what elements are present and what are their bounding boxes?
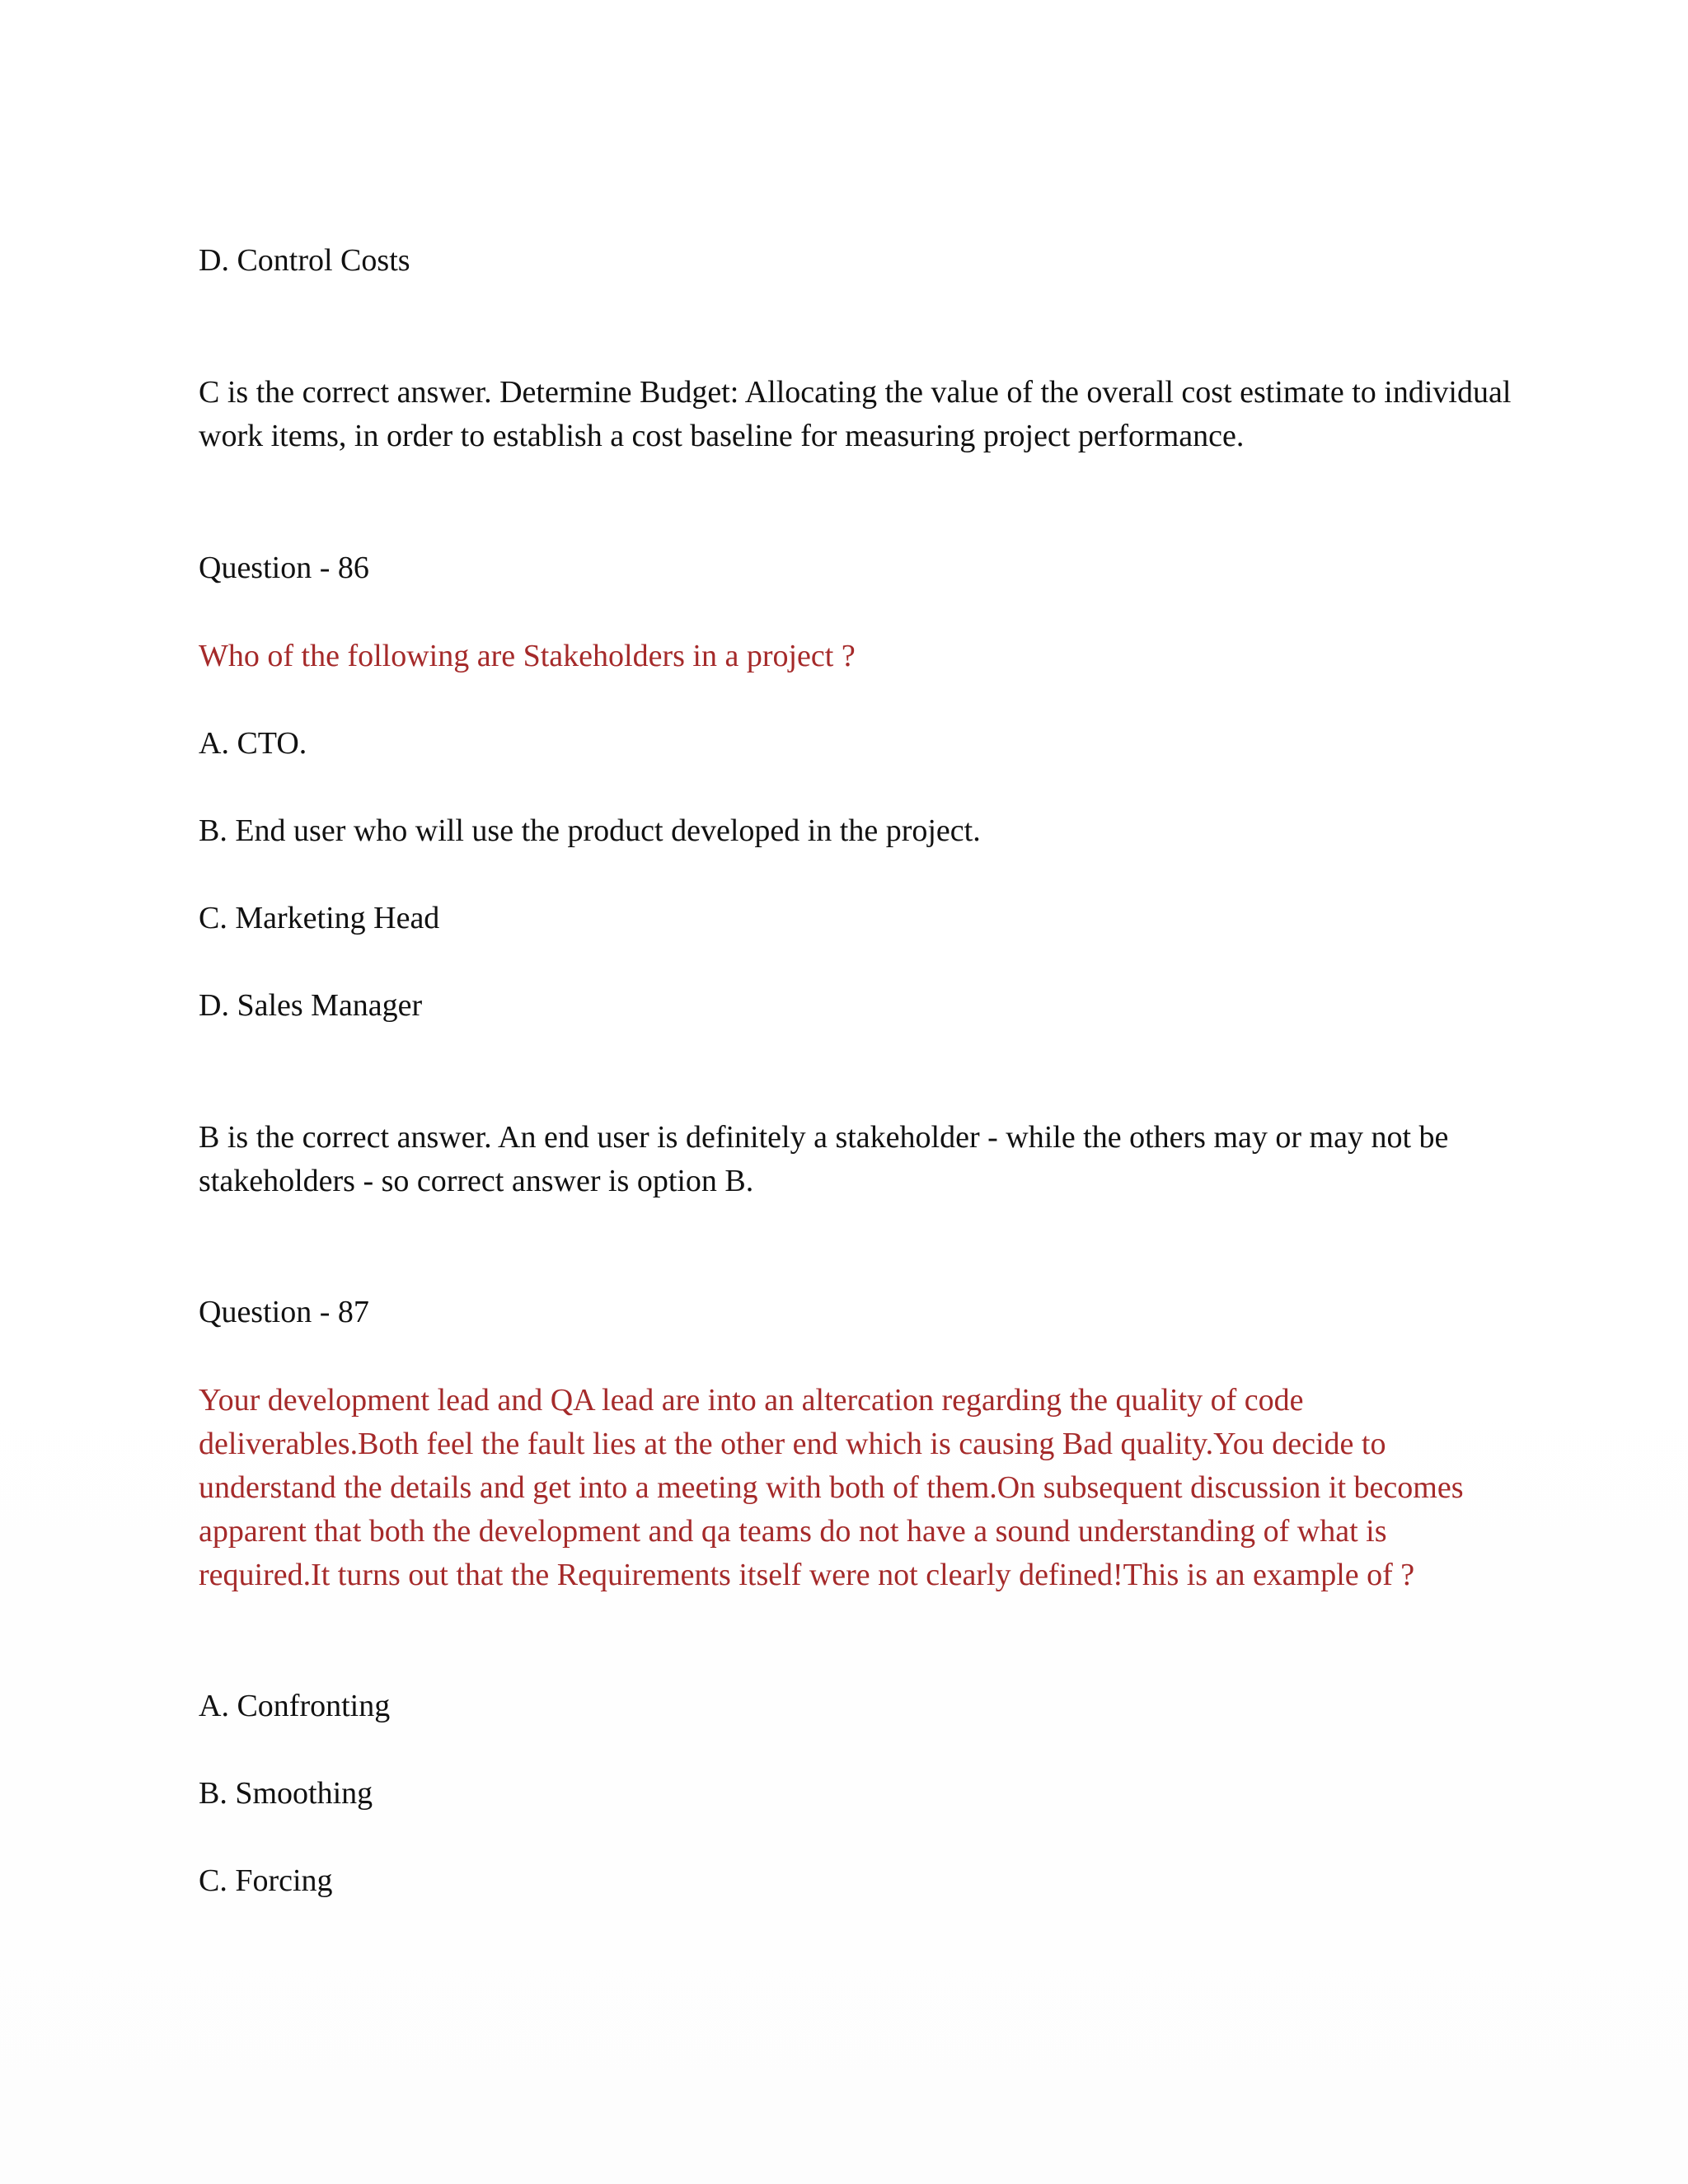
- q85-explanation: C is the correct answer. Determine Budget: Allocating the value of the overall cost estimate to individual work items, in order to establish a cost baseline for measuring project performance.: [199, 375, 1512, 453]
- q87-heading: Question - 87: [199, 1295, 369, 1329]
- q86-option-c: C. Marketing Head: [199, 901, 440, 935]
- q86-option-b: B. End user who will use the product developed in the project.: [199, 813, 981, 848]
- q87-question: Your development lead and QA lead are into an altercation regarding the quality of code deliverables.Both feel the fault lies at the other end which is causing Bad quality.You decide to understand the details and get into a meeting with both of them.On subsequent discussion it becomes apparent that both the development and qa teams do not have a sound understanding of what is required.It turns out that the Requirements itself were not clearly defined!This is an example of ?: [199, 1383, 1464, 1592]
- q87-option-b: B. Smoothing: [199, 1776, 373, 1811]
- q86-question: Who of the following are Stakeholders in a project ?: [199, 639, 856, 673]
- q86-option-d: D. Sales Manager: [199, 988, 423, 1023]
- q86-heading: Question - 86: [199, 551, 369, 585]
- q87-option-c: C. Forcing: [199, 1863, 333, 1898]
- q85-option-d: D. Control Costs: [199, 243, 410, 278]
- q86-explanation: B is the correct answer. An end user is definitely a stakeholder - while the others may or may not be stakeholders - so correct answer is option B.: [199, 1120, 1449, 1198]
- q86-option-a: A. CTO.: [199, 726, 307, 761]
- q87-option-a: A. Confronting: [199, 1689, 391, 1723]
